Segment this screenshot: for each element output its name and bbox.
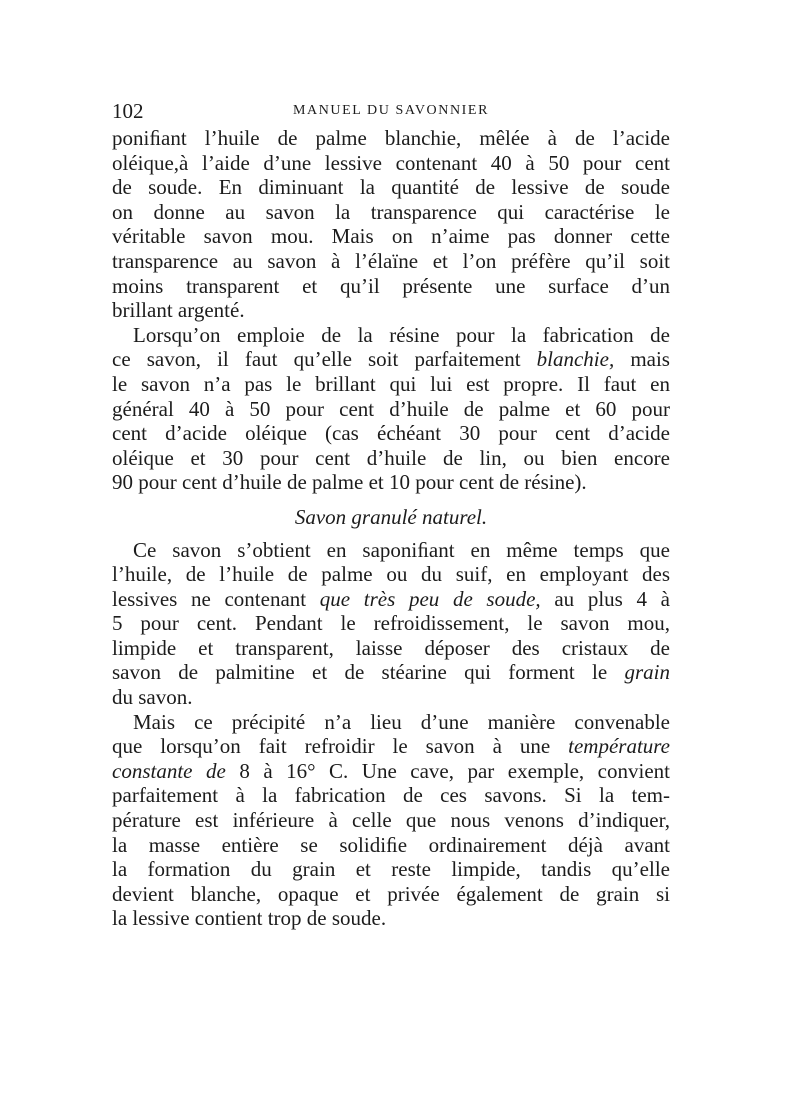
text-line: la masse entière se solidiﬁe ordinairement déjà avant bbox=[112, 832, 670, 857]
body-text bbox=[112, 126, 670, 931]
text-line: cent d’acide oléique (cas échéant 30 pour cent d’acide bbox=[112, 421, 670, 446]
text-line: 90 pour cent d’huile de palme et 10 pour cent de résine). bbox=[112, 470, 587, 495]
text-line: pérature est inférieure à celle que nous venons d’indiquer, bbox=[112, 808, 670, 833]
text-line: du savon. bbox=[112, 685, 193, 710]
text-line: le savon n’a pas le brillant qui lui est propre. Il faut en bbox=[112, 371, 670, 396]
text-line: oléique,à l’aide d’une lessive contenant 40 à 50 pour cent bbox=[112, 150, 670, 175]
paragraph-first-line: Lorsqu’on emploie de la résine pour la fabrication de bbox=[133, 322, 670, 347]
text-line: transparence au savon à l’élaïne et l’on préfère qu’il soit bbox=[112, 248, 670, 273]
text-line: la formation du grain et reste limpide, tandis qu’elle bbox=[112, 857, 670, 882]
running-head: MANUEL DU SAVONNIER bbox=[292, 103, 490, 118]
text-line: parfaitement à la fabrication de ces savons. Si la tem- bbox=[112, 783, 670, 808]
paragraph-first-line: Ce savon s’obtient en saponiﬁant en même temps que bbox=[133, 537, 670, 562]
text-line: on donne au savon la transparence qui caractérise le bbox=[112, 199, 670, 224]
text-line: poniﬁant l’huile de palme blanchie, mêlée à de l’acide bbox=[112, 126, 670, 150]
text-line: oléique et 30 pour cent d’huile de lin, ou bien encore bbox=[112, 445, 670, 470]
text-line: limpide et transparent, laisse déposer des cristaux de bbox=[112, 635, 670, 660]
text-line: l’huile, de l’huile de palme ou du suif, en employant des bbox=[112, 562, 670, 587]
text-line: brillant argenté. bbox=[112, 298, 245, 323]
text-line: de soude. En diminuant la quantité de lessive de soude bbox=[112, 175, 670, 200]
text-line: devient blanche, opaque et privée également de grain si bbox=[112, 881, 670, 906]
section-heading: Savon granulé naturel. bbox=[294, 504, 488, 529]
text-line: véritable savon mou. Mais on n’aime pas donner cette bbox=[112, 224, 670, 249]
page-number: 102 bbox=[112, 99, 144, 123]
text-line: 5 pour cent. Pendant le refroidissement, le savon mou, bbox=[112, 611, 670, 636]
text-line: moins transparent et qu’il présente une surface d’un bbox=[112, 273, 670, 298]
text-line: que lorsqu’on fait refroidir le savon à une température bbox=[112, 734, 670, 759]
text-line: la lessive contient trop de soude. bbox=[112, 906, 387, 931]
text-line: lessives ne contenant que très peu de soude, au plus 4 à bbox=[112, 586, 670, 611]
text-line: constante de 8 à 16° C. Une cave, par exemple, convient bbox=[112, 758, 670, 783]
text-line: savon de palmitine et de stéarine qui forment le grain bbox=[112, 660, 670, 685]
text-line: ce savon, il faut qu’elle soit parfaitement blanchie, mais bbox=[112, 347, 670, 372]
text-line: général 40 à 50 pour cent d’huile de palme et 60 pour bbox=[112, 396, 670, 421]
paragraph-first-line: Mais ce précipité n’a lieu d’une manière convenable bbox=[133, 709, 670, 734]
page-header bbox=[112, 100, 670, 122]
